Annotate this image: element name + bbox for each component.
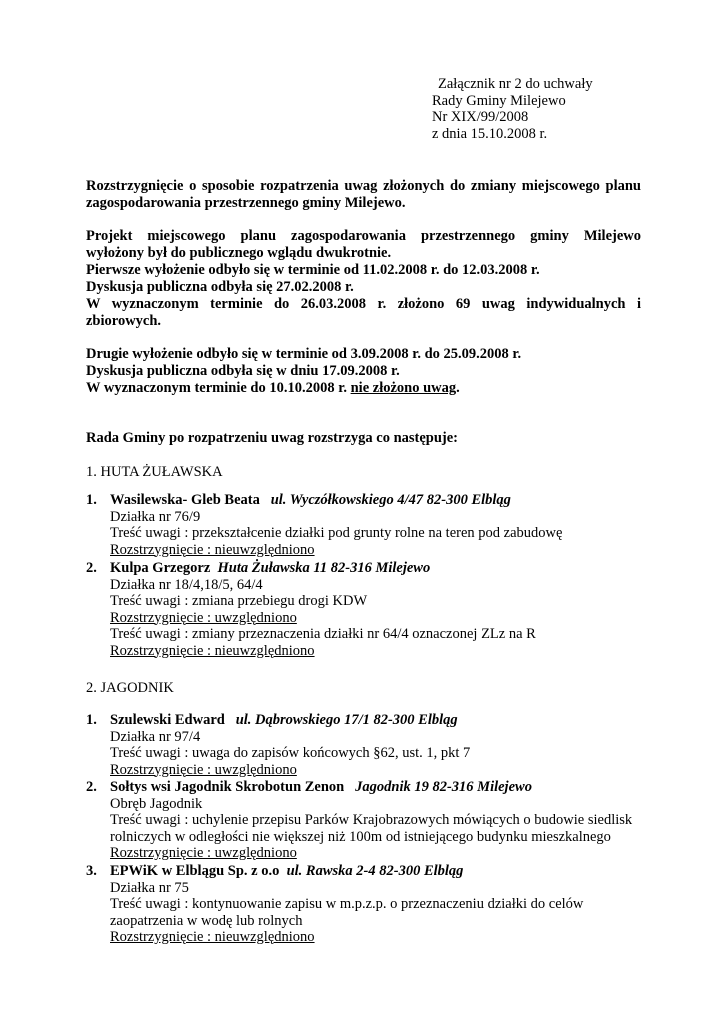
list-item: 2. Kulpa Grzegorz Huta Żuławska 11 82-316 Milejewo Działka nr 18/4,18/5, 64/4 Treść uwagi : zmiana przebiegu drogi KDW Rozstrzygnięcie : uwzględniono Treść uwagi : zmiany przeznaczenia działki nr 64/4 oznaczonej ZLz na R Rozstrzygnięcie : nieuwzględniono (86, 560, 646, 659)
remark-content: Treść uwagi : kontynuowanie zapisu w m.p.z.p. o przeznaczeniu działki do celów (110, 896, 584, 912)
remark-content: Treść uwagi : uwaga do zapisów końcowych §62, ust. 1, pkt 7 (110, 745, 471, 761)
intro-line: zbiorowych. (86, 313, 162, 329)
intro-line: W wyznaczonym terminie do 10.10.2008 r. nie złożono uwag. (86, 380, 460, 396)
attachment-header (432, 76, 593, 142)
remark-content: Treść uwagi : uchylenie przepisu Parków Krajobrazowych mówiących o budowie siedlisk (110, 812, 633, 828)
submitter-address: ul. Dąbrowskiego 17/1 82-300 Elbląg (235, 712, 458, 728)
intro-paragraph-2 (86, 346, 641, 397)
plot-number: Działka nr 97/4 (110, 728, 201, 745)
intro-line: Projekt miejscowego planu zagospodarowania przestrzennego gminy Milejewo (86, 228, 641, 244)
intro-line: Drugie wyłożenie odbyło się w terminie od 3.09.2008 r. do 25.09.2008 r. (86, 346, 522, 362)
submitter-address: Huta Żuławska 11 82-316 Milejewo (217, 560, 431, 576)
submitter-name: Wasilewska- Gleb Beata (110, 492, 260, 508)
list-item: 2. Sołtys wsi Jagodnik Skrobotun Zenon Jagodnik 19 82-316 Milejewo Obręb Jagodnik Treść uwagi : uchylenie przepisu Parków Krajobrazowych mówiących o budowie siedlisk rolniczych w odległości nie większej niż 100m od istniejącego budynku mieszkalnego Rozstrzygnięcie : uwzględniono (86, 779, 646, 862)
section-heading-jagodnik: 2. JAGODNIK (86, 680, 174, 696)
submitter-name: Szulewski Edward (110, 712, 225, 728)
submitter-address: Jagodnik 19 82-316 Milejewo (355, 779, 532, 795)
remark-content: Treść uwagi : zmiana przebiegu drogi KDW (110, 593, 368, 609)
decision: Rozstrzygnięcie : uwzględniono (110, 761, 297, 778)
resolution-statement: Rada Gminy po rozpatrzeniu uwag rozstrzyga co następuje: (86, 430, 459, 446)
header-line-3: Nr XIX/99/2008 (432, 109, 529, 125)
header-line-4: z dnia 15.10.2008 r. (432, 125, 548, 142)
list-item: 3. EPWiK w Elblągu Sp. z o.o ul. Rawska 2-4 82-300 Elbląg Działka nr 75 Treść uwagi : kontynuowanie zapisu w m.p.z.p. o przeznaczeniu działki do celów zaopatrzenia w wodę lub rolnych Rozstrzygnięcie : nieuwzględniono (86, 863, 646, 946)
intro-line: Dyskusja publiczna odbyła się 27.02.2008 r. (86, 279, 354, 295)
decision: Rozstrzygnięcie : nieuwzględniono (110, 541, 315, 558)
decision: Rozstrzygnięcie : nieuwzględniono (110, 642, 315, 659)
plot-number: Obręb Jagodnik (110, 795, 203, 812)
intro-line: wyłożony był do publicznego wglądu dwukrotnie. (86, 245, 392, 261)
intro-line: W wyznaczonym terminie do 26.03.2008 r. złożono 69 uwag indywidualnych i (86, 296, 641, 312)
header-line-2: Rady Gminy Milejewo (432, 92, 566, 109)
section-heading-huta-zulawska: 1. HUTA ŻUŁAWSKA (86, 464, 223, 480)
decision: Rozstrzygnięcie : nieuwzględniono (110, 929, 315, 945)
submitter-name: Kulpa Grzegorz (110, 560, 211, 576)
plot-number: Działka nr 18/4,18/5, 64/4 (110, 576, 263, 593)
intro-line: Pierwsze wyłożenie odbyło się w terminie od 11.02.2008 r. do 12.03.2008 r. (86, 262, 540, 278)
submitter-address: ul. Rawska 2-4 82-300 Elbląg (286, 863, 464, 879)
list-item: 1. Szulewski Edward ul. Dąbrowskiego 17/1 82-300 Elbląg Działka nr 97/4 Treść uwagi : uwaga do zapisów końcowych §62, ust. 1, pkt 7 Rozstrzygnięcie : uwzględniono (86, 712, 646, 778)
no-remarks-underlined: nie złożono uwag (350, 380, 457, 396)
plot-number: Działka nr 75 (110, 879, 189, 896)
submitter-address: ul. Wyczółkowskiego 4/47 82-300 Elbląg (270, 492, 511, 508)
header-line-1: Załącznik nr 2 do uchwały (438, 76, 593, 92)
submitter-name: EPWiK w Elblągu Sp. z o.o (110, 863, 280, 879)
submitter-name: Sołtys wsi Jagodnik Skrobotun Zenon (110, 779, 345, 795)
title-line-2: zagospodarowania przestrzennego gminy Milejewo. (86, 195, 406, 211)
remark-content: Treść uwagi : przekształcenie działki pod grunty rolne na teren pod zabudowę (110, 525, 563, 541)
list-item: 1. Wasilewska- Gleb Beata ul. Wyczółkowskiego 4/47 82-300 Elbląg Działka nr 76/9 Treść uwagi : przekształcenie działki pod grunty rolne na teren pod zabudowę Rozstrzygnięcie : nieuwzględniono (86, 492, 646, 558)
intro-line: Dyskusja publiczna odbyła się w dniu 17.09.2008 r. (86, 363, 400, 379)
document-title (86, 178, 641, 212)
plot-number: Działka nr 76/9 (110, 508, 201, 525)
remark-content: zaopatrzenia w wodę lub rolnych (110, 912, 303, 929)
title-line-1: Rozstrzygnięcie o sposobie rozpatrzenia uwag złożonych do zmiany miejscowego planu (86, 178, 641, 194)
decision: Rozstrzygnięcie : uwzględniono (110, 609, 297, 626)
remark-content: rolniczych w odległości nie większej niż 100m od istniejącego budynku mieszkalnego (110, 828, 611, 845)
decision: Rozstrzygnięcie : uwzględniono (110, 845, 297, 861)
remark-content: Treść uwagi : zmiany przeznaczenia działki nr 64/4 oznaczonej ZLz na R (110, 626, 536, 642)
intro-paragraph-1 (86, 228, 641, 330)
